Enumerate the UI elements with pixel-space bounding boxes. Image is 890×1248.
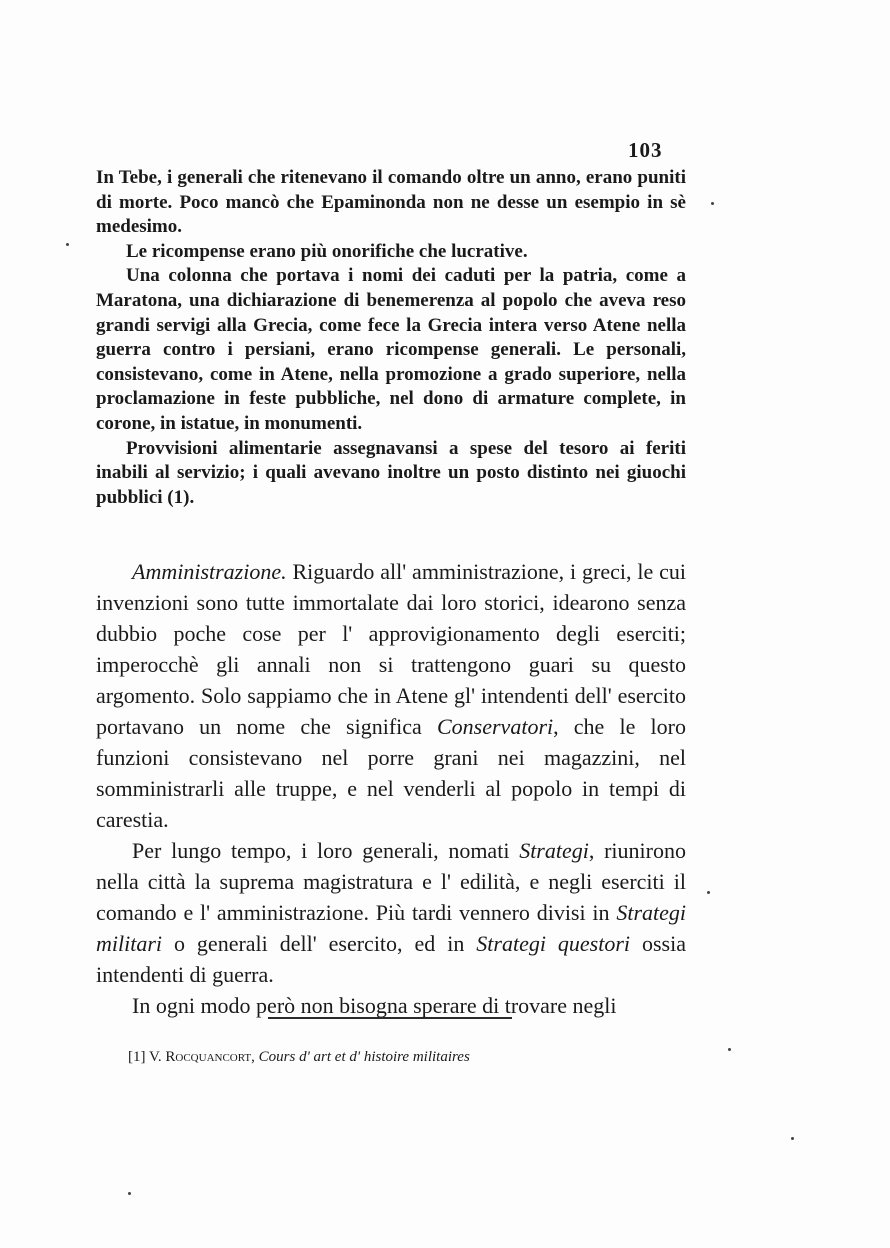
- paper-speck: [728, 1048, 731, 1051]
- italic-term-strategi: Strategi: [519, 838, 589, 863]
- italic-term-strategi-militari: Strategi militari: [96, 900, 686, 956]
- text-run: Per lungo tempo, i loro generali, nomati: [132, 838, 520, 863]
- text-run: ossia intendenti di guerra.: [96, 931, 686, 987]
- footnote-title: Cours d' art et d' histoire militaires: [254, 1049, 470, 1065]
- text-run: , riunirono nella città la suprema magistratura e l' edilità, e negli eserciti il comando e l' amministrazione. Più tardi vennero divisi in: [96, 838, 686, 925]
- amministrazione-section: [96, 556, 686, 1021]
- upper-text-block: [96, 166, 686, 510]
- paragraph-strategi: [96, 835, 686, 990]
- text-run: Riguardo all' amministrazione, i greci, le cui invenzioni sono tutte immortalate dai loro storici, idearono senza dubbio poche cose per l' approvigionamento degli eserciti; imperocchè gli annali non si trattengono guari su questo argomento. Solo sappiamo che in Atene gl' intendenti dell' esercito portavano un nome che significa: [96, 559, 686, 739]
- page-number: 103: [628, 138, 663, 162]
- paragraph-provvisioni: Provvisioni alimentarie assegnavansi a spese del tesoro ai feriti inabili al servizio; i quali avevano inoltre un posto distinto nei giuochi pubblici (1).: [96, 437, 686, 508]
- paragraph-colonna: Una colonna che portava i nomi dei caduti per la patria, come a Maratona, una dichiarazione di benemerenza al popolo che aveva reso grandi servigi alla Grecia, come fece la Grecia intera verso Atene nella guerra contro i persiani, erano ricompense generali. Le personali, consistevano, come in Atene, nella promozione a grado superiore, nella proclamazione in feste pubbliche, nel dono di armature complete, in corone, in istatue, in monumenti.: [96, 265, 686, 434]
- paper-speck: [128, 1192, 131, 1195]
- footnote-divider: [268, 1017, 512, 1019]
- footnote-marker: [1]: [128, 1049, 146, 1065]
- italic-term-strategi-questori: Strategi questori: [476, 931, 631, 956]
- paper-speck: [66, 243, 69, 246]
- italic-term-conservatori: Conservatori: [437, 714, 554, 739]
- text-run: o generali dell' esercito, ed in: [162, 931, 477, 956]
- paragraph-amministrazione: [96, 556, 686, 835]
- text-run: , che le loro funzioni consistevano nel porre grani nei magazzini, nel somministrarli alle truppe, e nel venderli al popolo in tempi di carestia.: [96, 714, 686, 832]
- section-heading: Amministrazione.: [132, 559, 287, 584]
- footnote: [128, 1047, 688, 1067]
- paper-speck: [711, 202, 714, 205]
- footnote-prefix: V.: [145, 1049, 166, 1065]
- footnote-author: Rocquancort,: [165, 1049, 255, 1065]
- paper-speck: [791, 1137, 794, 1140]
- paragraph-ricompense: Le ricompense erano più onorifiche che lucrative.: [126, 240, 528, 262]
- paragraph-tebe: In Tebe, i generali che ritenevano il comando oltre un anno, erano puniti di morte. Poco mancò che Epaminonda non ne desse un esempio in sè medesimo.: [96, 167, 686, 238]
- paper-speck: [707, 891, 710, 894]
- paragraph-in-ogni-modo: In ogni modo però non bisogna sperare di trovare negli: [132, 993, 617, 1018]
